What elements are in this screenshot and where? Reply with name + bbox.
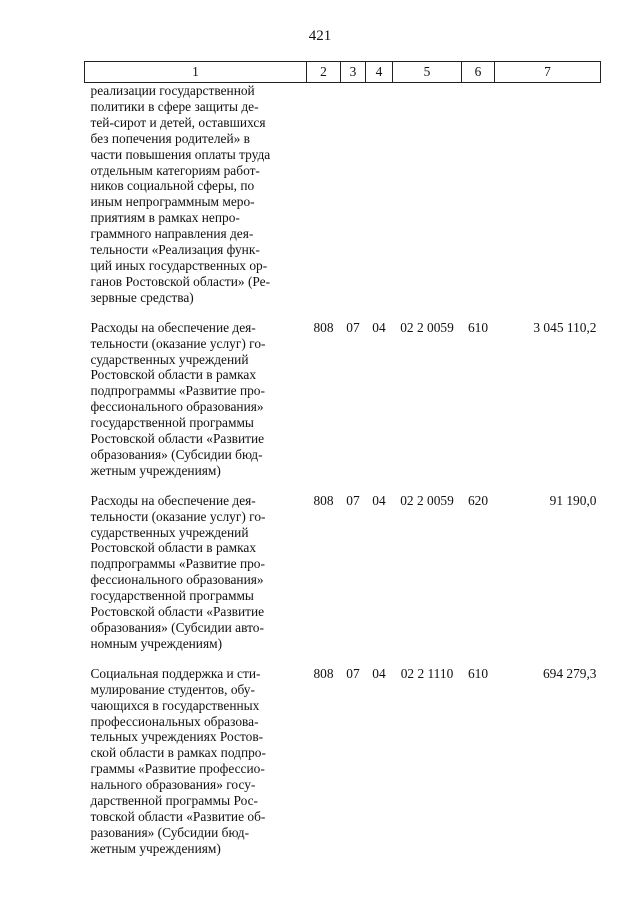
description-line: Ростовской области «Развитие xyxy=(90,431,265,447)
table-body xyxy=(85,83,601,864)
amount: 91 190,0 xyxy=(549,492,597,508)
description-line: политики в сфере защиты де- xyxy=(90,98,259,114)
description-line: образования» (Субсидии авто- xyxy=(90,620,264,635)
description-line: сударственных учреждений xyxy=(90,351,249,367)
description-line: тей-сирот и детей, оставшихся xyxy=(90,114,266,130)
subsection-code: 04 xyxy=(372,319,386,335)
description-line: сударственных учреждений xyxy=(90,524,249,540)
description-line: тельных учреждениях Ростов- xyxy=(90,729,264,745)
description-line: зервные средства) xyxy=(90,289,194,305)
table-header xyxy=(85,62,601,83)
description-line: профессиональных образова- xyxy=(90,713,259,729)
description-line: разования» (Субсидии бюд- xyxy=(90,824,250,840)
page-number: 421 xyxy=(308,28,332,44)
description-line: мулирование студентов, обу- xyxy=(90,681,255,697)
target-article-code: 02 2 0059 xyxy=(400,319,454,335)
description-line: Ростовской области в рамках xyxy=(90,540,257,556)
amount: 694 279,3 xyxy=(542,665,597,681)
ministry-code xyxy=(307,83,341,313)
section-code: 07 xyxy=(346,492,360,508)
section-code: 07 xyxy=(346,665,360,681)
description-line: ций иных государственных ор- xyxy=(90,257,268,273)
row-description xyxy=(85,83,307,313)
description-line: товской области «Развитие об- xyxy=(90,808,266,824)
description-line: отдельным категориям работ- xyxy=(90,162,260,178)
subsection-code: 04 xyxy=(372,665,386,681)
header-col-5: 5 xyxy=(393,62,462,83)
description-line: фессионального образования» xyxy=(90,572,264,588)
description-line: ской области в рамках подпро- xyxy=(90,745,266,761)
description-line: дарственной программы Рос- xyxy=(90,793,259,809)
ministry-code: 808 xyxy=(313,492,334,508)
description-line: жетным учреждениям) xyxy=(90,840,221,856)
expense-type-code: 620 xyxy=(467,492,489,508)
header-col-3: 3 xyxy=(341,62,366,83)
table-row xyxy=(85,83,601,313)
header-col-2: 2 xyxy=(307,62,341,83)
description-line: граммного направления дея- xyxy=(90,226,254,242)
table-row xyxy=(85,659,601,864)
description-line: Социальная поддержка и сти- xyxy=(90,665,261,681)
table-row xyxy=(85,486,601,659)
description-line: жетным учреждениям) xyxy=(90,462,221,478)
target-article-code xyxy=(393,83,462,313)
ministry-code: 808 xyxy=(313,665,334,681)
description-line: ганов Ростовской области» (Ре- xyxy=(90,273,271,289)
description-line: номным учреждениям) xyxy=(90,635,223,651)
description-line: Ростовской области в рамках xyxy=(90,367,257,383)
expense-type-code xyxy=(462,83,495,313)
header-col-4: 4 xyxy=(366,62,393,83)
header-col-7: 7 xyxy=(495,62,601,83)
section-code: 07 xyxy=(346,319,360,335)
description-line: фессионального образования» xyxy=(90,399,264,415)
description-line: иным непрограммным меро- xyxy=(90,194,255,210)
target-article-code: 02 2 0059 xyxy=(400,492,454,508)
description-line: Расходы на обеспечение дея- xyxy=(90,319,256,335)
description-line: государственной программы xyxy=(90,588,254,604)
expense-type-code: 610 xyxy=(467,319,489,335)
section-code xyxy=(341,83,366,313)
expense-type-code: 610 xyxy=(467,665,489,681)
header-row xyxy=(85,62,601,83)
description-line: приятиям в рамках непро- xyxy=(90,210,240,226)
description-line: части повышения оплаты труда xyxy=(90,146,271,162)
description-line: тельности (оказание услуг) го- xyxy=(90,508,266,524)
description-line: ников социальной сферы, по xyxy=(90,178,255,194)
description-line: Ростовской области «Развитие xyxy=(90,604,265,620)
amount xyxy=(495,83,601,313)
description-line: государственной программы xyxy=(90,415,254,431)
row-description xyxy=(85,486,307,659)
description-line: Расходы на обеспечение дея- xyxy=(90,492,256,508)
description-line: без попечения родителей» в xyxy=(90,130,250,146)
description-line: подпрограммы «Развитие про- xyxy=(90,556,265,572)
target-article-code: 02 2 1110 xyxy=(400,665,454,681)
description-line: граммы «Развитие профессио- xyxy=(90,761,265,777)
description-line: тельности (оказание услуг) го- xyxy=(90,335,266,351)
description-line: реализации государственной xyxy=(90,83,255,98)
row-description xyxy=(85,313,307,486)
subsection-code xyxy=(366,83,393,313)
description-line: чающихся в государственных xyxy=(90,697,260,713)
description-line: подпрограммы «Развитие про- xyxy=(90,383,265,399)
ministry-code: 808 xyxy=(313,319,334,335)
header-col-1: 1 xyxy=(85,62,307,83)
amount: 3 045 110,2 xyxy=(533,319,597,335)
description-line: нального образования» госу- xyxy=(90,777,256,793)
row-description xyxy=(85,659,307,864)
table-row xyxy=(85,313,601,486)
description-line: образования» (Субсидии бюд- xyxy=(90,446,263,462)
description-line: тельности «Реализация функ- xyxy=(90,242,260,258)
budget-table xyxy=(84,61,601,864)
subsection-code: 04 xyxy=(372,492,386,508)
header-col-6: 6 xyxy=(462,62,495,83)
